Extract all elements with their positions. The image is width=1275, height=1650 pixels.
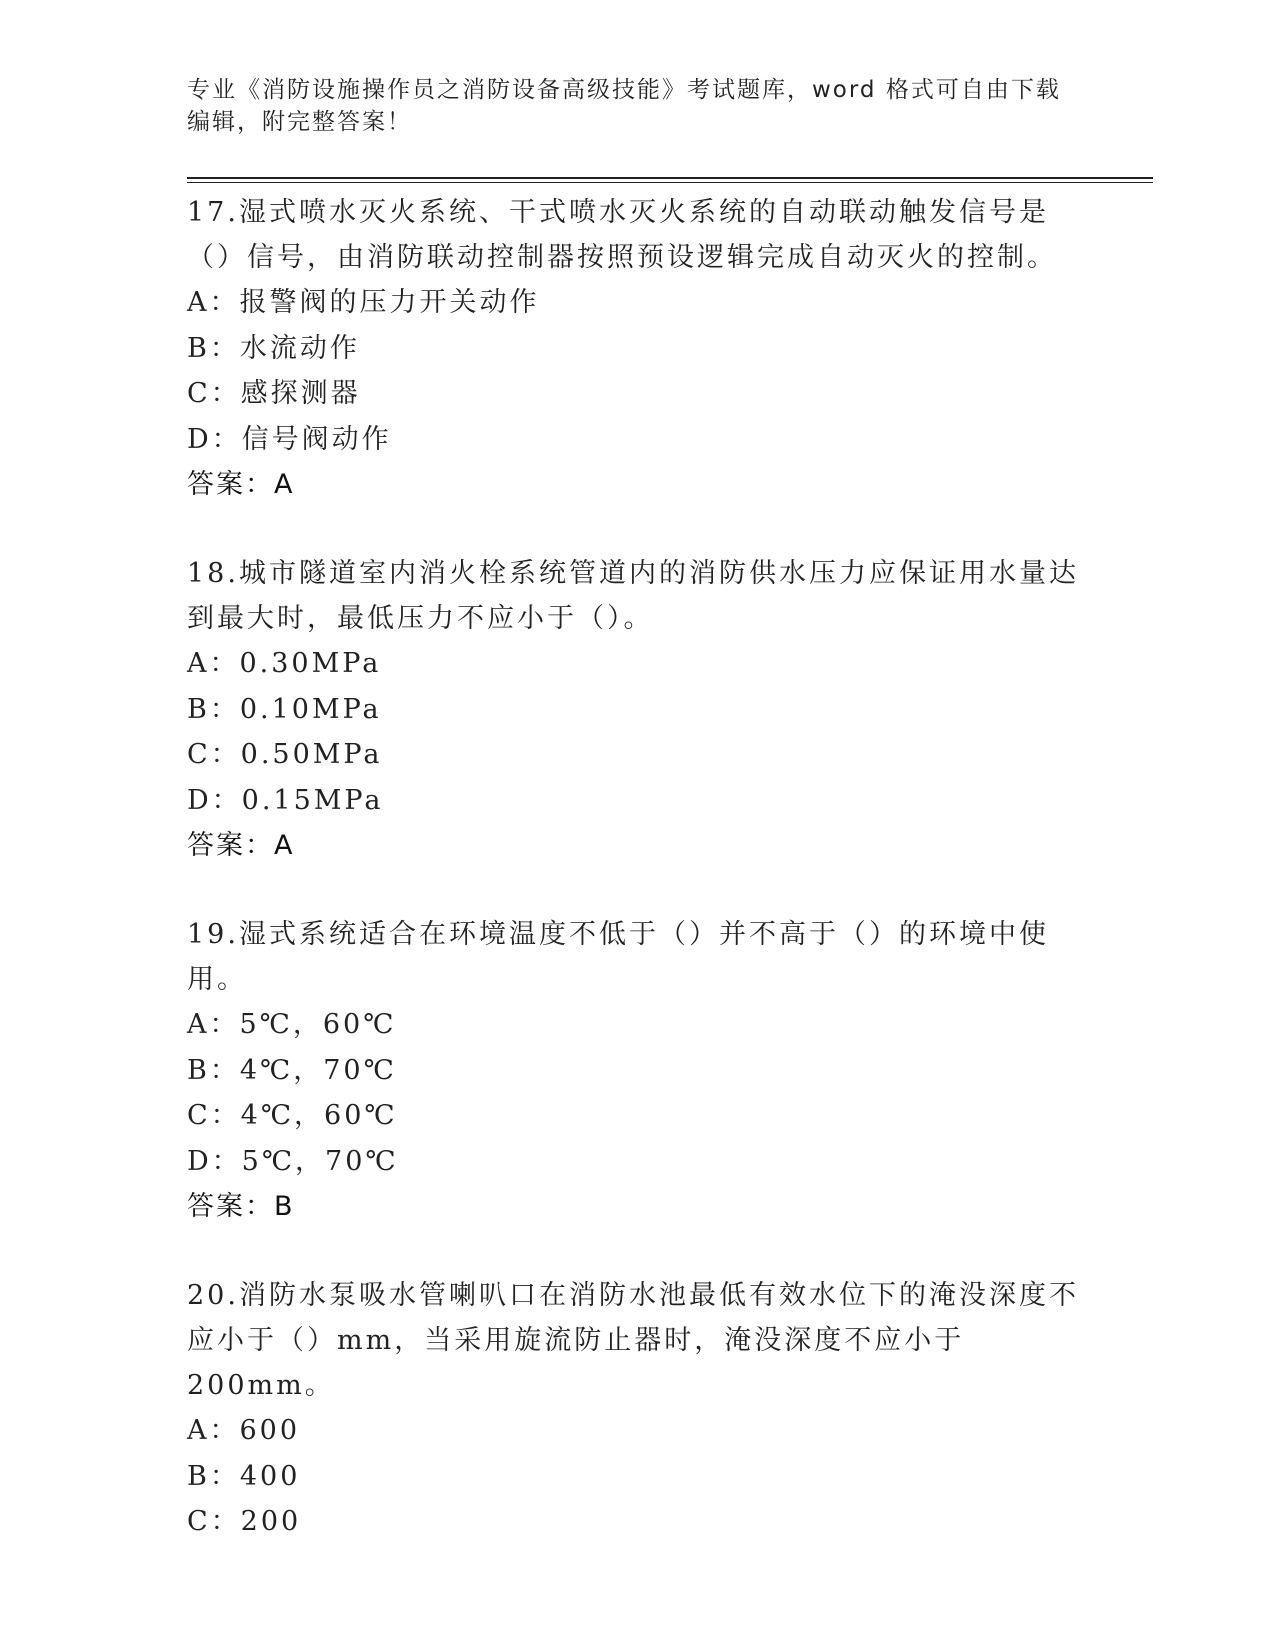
question-text: 20.消防水泵吸水管喇叭口在消防水池最低有效水位下的淹没深度不应小于（）mm，当采用旋流防止器时，淹没深度不应小于 200mm。: [187, 1280, 1079, 1401]
option-c: C：感探测器: [187, 378, 361, 409]
option-a: A：5℃，60℃: [187, 1009, 397, 1040]
header-rule-thick: [187, 177, 1153, 179]
question-19: [187, 912, 1087, 1229]
option-d: D：信号阀动作: [187, 423, 392, 455]
answer-line: 答案：B: [187, 1191, 295, 1222]
option-b: B：0.10MPa: [187, 693, 382, 725]
option-a: A：600: [187, 1415, 301, 1446]
question-18: [187, 551, 1087, 868]
answer-line: 答案：A: [187, 830, 295, 861]
answer-line: 答案：A: [187, 469, 295, 500]
option-a: A：0.30MPa: [187, 648, 382, 679]
question-list: [187, 190, 1087, 1589]
option-a: A：报警阀的压力开关动作: [187, 287, 540, 318]
option-d: D：5℃，70℃: [187, 1145, 399, 1177]
option-c: C：0.50MPa: [187, 739, 383, 770]
option-b: B：400: [187, 1460, 301, 1492]
option-b: B：4℃，70℃: [187, 1054, 397, 1086]
option-c: C：4℃，60℃: [187, 1100, 398, 1131]
question-17: [187, 190, 1087, 507]
option-d: D：0.15MPa: [187, 784, 384, 816]
option-b: B：水流动作: [187, 332, 360, 364]
question-20: [187, 1273, 1087, 1545]
question-text: 19.湿式系统适合在环境温度不低于（）并不高于（）的环境中使用。: [187, 919, 1049, 995]
question-text: 18.城市隧道室内消火栓系统管道内的消防供水压力应保证用水量达到最大时，最低压力不应小于（）。: [187, 558, 1079, 634]
question-text: 17.湿式喷水灭火系统、干式喷水灭火系统的自动联动触发信号是（）信号，由消防联动控制器按照预设逻辑完成自动灭火的控制。: [187, 197, 1057, 273]
header-rule-thin: [187, 182, 1153, 183]
document-header: 专业《消防设施操作员之消防设备高级技能》考试题库，word 格式可自由下载编辑，附完整答案！: [187, 77, 1061, 135]
option-c: C：200: [187, 1506, 302, 1537]
